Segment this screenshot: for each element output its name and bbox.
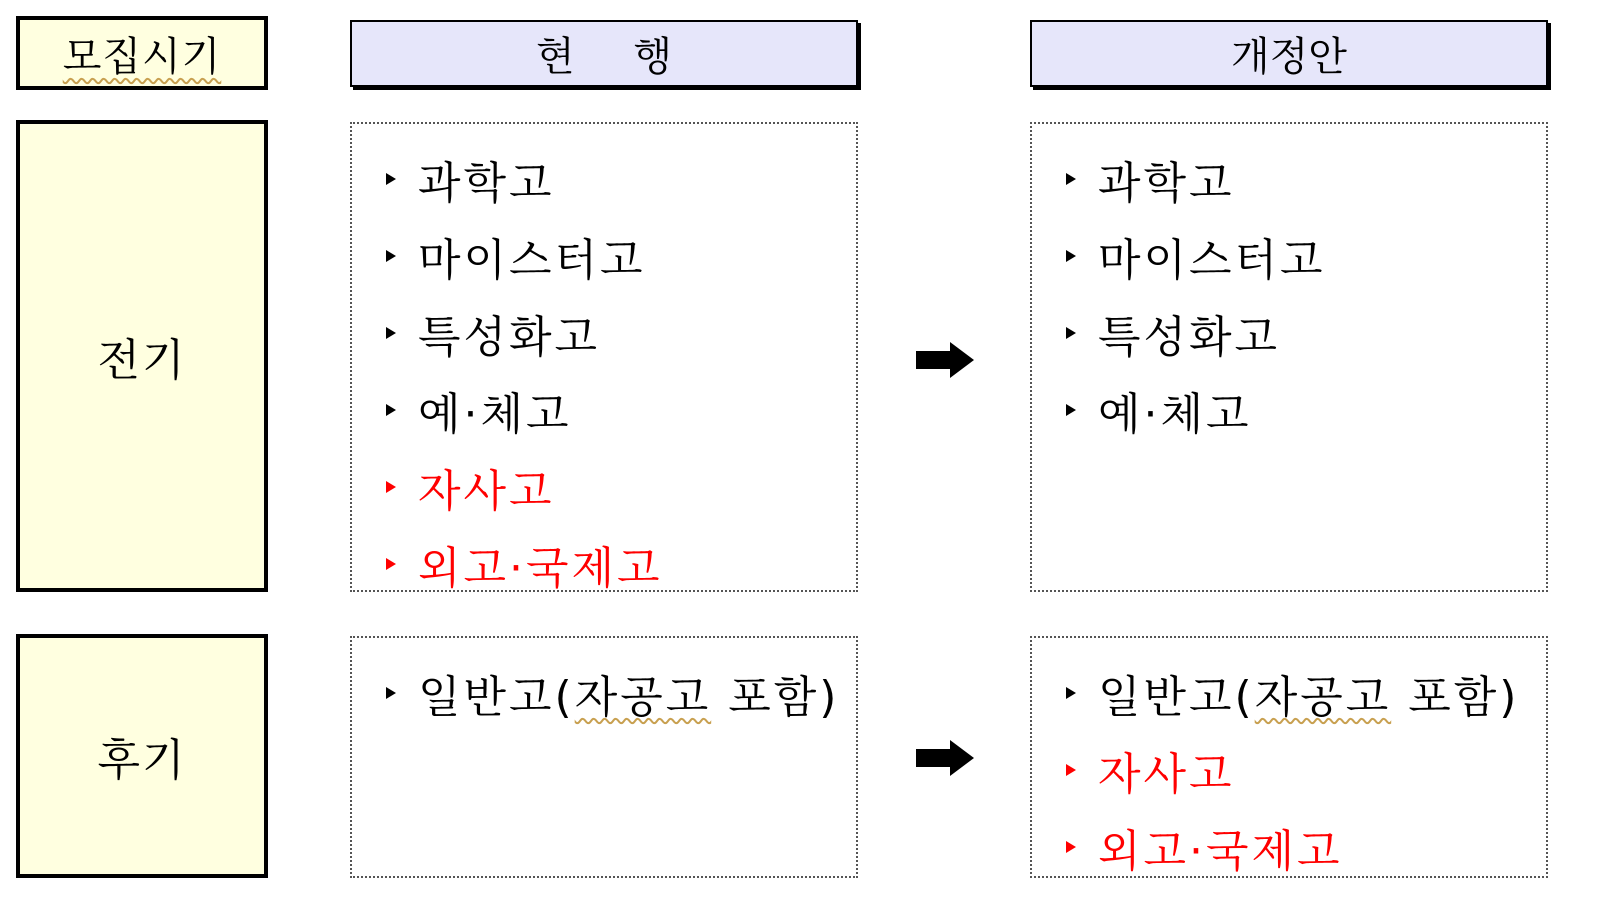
current-column-header bbox=[350, 20, 858, 87]
list-item-label: 특성화고 bbox=[1098, 311, 1281, 363]
early-current-panel bbox=[350, 122, 858, 592]
list-item-label: 마이스터고 bbox=[418, 234, 646, 286]
late-current-panel bbox=[350, 636, 858, 878]
revised-column-header bbox=[1030, 20, 1548, 87]
list-item bbox=[1066, 140, 1326, 217]
early-revised-panel bbox=[1030, 122, 1548, 592]
bullet-icon bbox=[386, 173, 396, 185]
list-item-label: 외고·국제고 bbox=[1098, 825, 1343, 877]
list-item-label: 외고·국제고 bbox=[418, 542, 663, 594]
list-item bbox=[386, 525, 663, 602]
list-item bbox=[1066, 294, 1326, 371]
list-item-label: 과학고 bbox=[418, 157, 555, 209]
bullet-icon bbox=[386, 404, 396, 416]
period-late-label: 후기 bbox=[97, 735, 187, 786]
bullet-icon bbox=[1066, 764, 1076, 776]
revised-column-header-label: 개정안 bbox=[1231, 34, 1347, 80]
period-column-header bbox=[16, 16, 268, 90]
list-item-label: 자사고 bbox=[418, 465, 555, 517]
list-item bbox=[1066, 217, 1326, 294]
list-item-label-mark: 자공고 bbox=[1254, 671, 1392, 723]
bullet-icon bbox=[386, 687, 396, 699]
list-item bbox=[386, 140, 663, 217]
list-item bbox=[386, 217, 663, 294]
bullet-icon bbox=[386, 250, 396, 262]
list-item-label: 특성화고 bbox=[418, 311, 601, 363]
late-right-arrow-icon bbox=[916, 740, 974, 776]
period-column-header-label: 모집시기 bbox=[62, 33, 222, 80]
bullet-icon bbox=[1066, 687, 1076, 699]
list-item bbox=[386, 448, 663, 525]
list-item-label-post: 포함) bbox=[711, 671, 840, 723]
early-right-arrow-icon bbox=[916, 342, 974, 378]
bullet-icon bbox=[1066, 841, 1076, 853]
list-item-label-pre: 일반고( bbox=[1098, 671, 1255, 723]
bullet-icon bbox=[386, 327, 396, 339]
bullet-icon bbox=[1066, 327, 1076, 339]
list-item-label-mark: 자공고 bbox=[574, 671, 712, 723]
period-early bbox=[16, 120, 268, 592]
list-item bbox=[1066, 731, 1519, 808]
late-revised-list bbox=[1066, 654, 1519, 885]
early-current-list bbox=[386, 140, 663, 602]
list-item-label: 마이스터고 bbox=[1098, 234, 1326, 286]
current-column-header-label: 현 행 bbox=[536, 34, 672, 80]
list-item-label-post: 포함) bbox=[1391, 671, 1520, 723]
early-revised-list bbox=[1066, 140, 1326, 448]
bullet-icon bbox=[386, 481, 396, 493]
list-item-label-pre: 일반고( bbox=[418, 671, 575, 723]
bullet-icon bbox=[1066, 173, 1076, 185]
list-item bbox=[386, 294, 663, 371]
list-item bbox=[386, 654, 839, 731]
list-item bbox=[386, 371, 663, 448]
list-item-label: 예·체고 bbox=[1098, 388, 1252, 440]
list-item-label: 예·체고 bbox=[418, 388, 572, 440]
list-item-label: 과학고 bbox=[1098, 157, 1235, 209]
period-early-label: 전기 bbox=[97, 335, 187, 386]
bullet-icon bbox=[1066, 404, 1076, 416]
list-item bbox=[1066, 808, 1519, 885]
bullet-icon bbox=[386, 558, 396, 570]
period-late bbox=[16, 634, 268, 878]
bullet-icon bbox=[1066, 250, 1076, 262]
list-item bbox=[1066, 654, 1519, 731]
list-item bbox=[1066, 371, 1326, 448]
late-revised-panel bbox=[1030, 636, 1548, 878]
list-item-label: 자사고 bbox=[1098, 748, 1235, 800]
late-current-list bbox=[386, 654, 839, 731]
